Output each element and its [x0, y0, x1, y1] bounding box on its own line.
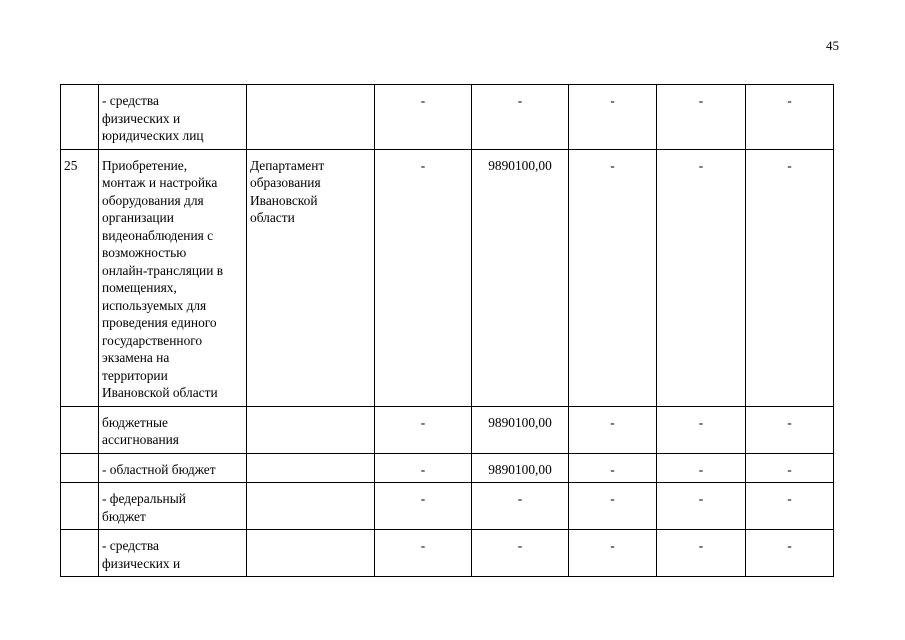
- row-number-cell: [61, 406, 99, 453]
- value-cell: -: [657, 149, 746, 406]
- value-cell: -: [657, 406, 746, 453]
- row-number-cell: [61, 483, 99, 530]
- table-row: [61, 453, 834, 483]
- row-executor-cell: [247, 483, 375, 530]
- value-cell: 9890100,00: [472, 149, 569, 406]
- table-row: [61, 483, 834, 530]
- row-executor-cell: Департамент образования Ивановской области: [247, 149, 375, 406]
- value-cell: -: [472, 85, 569, 150]
- row-executor-cell: [247, 406, 375, 453]
- row-number-cell: 25: [61, 149, 99, 406]
- table-row: [61, 85, 834, 150]
- value-cell: -: [375, 483, 472, 530]
- value-cell: -: [569, 530, 657, 577]
- value-cell: -: [746, 453, 834, 483]
- row-name-cell: - средства физических и: [99, 530, 247, 577]
- row-name-cell: бюджетные ассигнования: [99, 406, 247, 453]
- row-name-cell: - федеральный бюджет: [99, 483, 247, 530]
- value-cell: -: [472, 483, 569, 530]
- value-cell: -: [746, 406, 834, 453]
- row-executor-cell: [247, 530, 375, 577]
- value-cell: -: [569, 483, 657, 530]
- table-row: [61, 406, 834, 453]
- budget-table: [60, 84, 834, 577]
- table-row: [61, 149, 834, 406]
- row-number-cell: [61, 85, 99, 150]
- row-number-cell: [61, 453, 99, 483]
- row-name-cell: - средства физических и юридических лиц: [99, 85, 247, 150]
- value-cell: -: [746, 85, 834, 150]
- value-cell: -: [569, 149, 657, 406]
- value-cell: -: [746, 149, 834, 406]
- value-cell: -: [657, 85, 746, 150]
- value-cell: -: [657, 453, 746, 483]
- value-cell: -: [657, 530, 746, 577]
- value-cell: -: [746, 483, 834, 530]
- value-cell: -: [375, 149, 472, 406]
- value-cell: -: [746, 530, 834, 577]
- value-cell: -: [375, 85, 472, 150]
- value-cell: -: [569, 406, 657, 453]
- row-name-cell: - областной бюджет: [99, 453, 247, 483]
- table-row: [61, 530, 834, 577]
- value-cell: -: [375, 406, 472, 453]
- value-cell: 9890100,00: [472, 453, 569, 483]
- value-cell: -: [569, 85, 657, 150]
- value-cell: -: [569, 453, 657, 483]
- row-executor-cell: [247, 453, 375, 483]
- value-cell: -: [375, 453, 472, 483]
- row-number-cell: [61, 530, 99, 577]
- value-cell: -: [375, 530, 472, 577]
- value-cell: -: [657, 483, 746, 530]
- row-executor-cell: [247, 85, 375, 150]
- value-cell: 9890100,00: [472, 406, 569, 453]
- page-number: 45: [826, 38, 839, 53]
- row-name-cell: Приобретение, монтаж и настройка оборудования для организации видеонаблюдения с возможностью онлайн-трансляции в помещениях, используемых для проведения единого государственного экзамена на территории Ивановской области: [99, 149, 247, 406]
- value-cell: -: [472, 530, 569, 577]
